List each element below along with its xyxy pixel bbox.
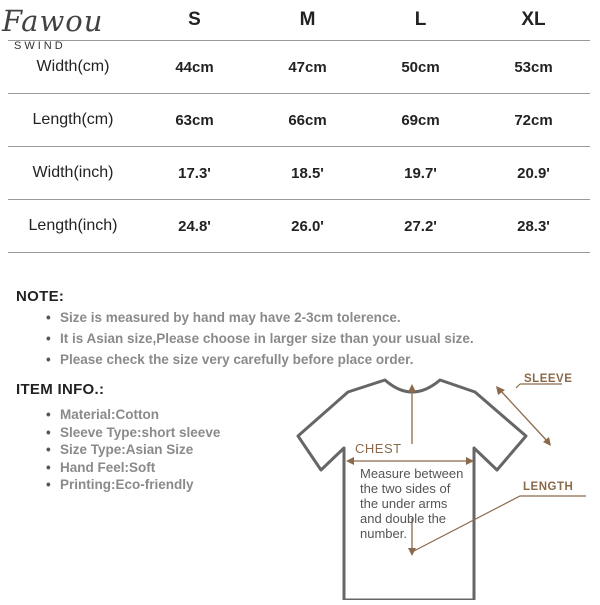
header-size-xl: XL (477, 0, 590, 41)
table-cell: 20.9' (477, 147, 590, 200)
note-section (16, 288, 474, 370)
measure-line: and double the (360, 511, 447, 526)
table-cell: 26.0' (251, 200, 364, 253)
table-cell: 66cm (251, 94, 364, 147)
table-cell: 28.3' (477, 200, 590, 253)
list-item: • Please check the size very carefully before place order. (16, 349, 474, 370)
table-cell: 18.5' (251, 147, 364, 200)
measure-line: the two sides of (360, 481, 451, 496)
measure-line: the under arms (360, 496, 448, 511)
table-cell: 72cm (477, 94, 590, 147)
length-label: LENGTH (523, 481, 574, 493)
measure-line: Measure between (360, 466, 464, 481)
table-row (8, 147, 590, 200)
list-item: • It is Asian size,Please choose in larger size than your usual size. (16, 328, 474, 349)
brand-logo-script: Fawou (2, 4, 104, 38)
header-size-label (8, 0, 138, 41)
table-row (8, 94, 590, 147)
row-label: Width(inch) (8, 147, 138, 200)
list-item: • Material:Cotton (16, 406, 220, 424)
table-cell: 44cm (138, 41, 251, 94)
item-info-section (16, 381, 220, 494)
measure-instructions (360, 466, 480, 541)
item-info-list (16, 406, 220, 494)
row-label: Width(cm) (8, 41, 138, 94)
note-title: NOTE: (16, 288, 65, 305)
table-cell: 17.3' (138, 147, 251, 200)
table-cell: 69cm (364, 94, 477, 147)
table-row (8, 200, 590, 253)
list-item: • Size Type:Asian Size (16, 441, 220, 459)
table-cell: 47cm (251, 41, 364, 94)
table-cell: 50cm (364, 41, 477, 94)
table-cell: 19.7' (364, 147, 477, 200)
table-row (8, 41, 590, 94)
list-item: • Printing:Eco-friendly (16, 476, 220, 494)
header-size-l: L (364, 0, 477, 41)
chest-label: CHEST (355, 441, 402, 456)
table-cell: 63cm (138, 94, 251, 147)
list-item: • Sleeve Type:short sleeve (16, 424, 220, 442)
item-info-title: ITEM INFO.: (16, 381, 105, 398)
table-cell: 24.8' (138, 200, 251, 253)
table-cell: 27.2' (364, 200, 477, 253)
size-chart-header-row (8, 0, 590, 41)
table-cell: 53cm (477, 41, 590, 94)
brand-logo-subtitle: SWIND (14, 40, 66, 52)
list-item: • Size is measured by hand may have 2-3cm tolerence. (16, 307, 474, 328)
size-chart-table (8, 0, 590, 253)
measure-line: number. (360, 526, 407, 541)
tshirt-measurement-diagram (290, 368, 600, 600)
header-size-s: S (138, 0, 251, 41)
note-list (16, 307, 474, 370)
row-label: Length(cm) (8, 94, 138, 147)
header-size-m: M (251, 0, 364, 41)
row-label: Length(inch) (8, 200, 138, 253)
list-item: • Hand Feel:Soft (16, 459, 220, 477)
sleeve-label: SLEEVE (524, 373, 573, 385)
